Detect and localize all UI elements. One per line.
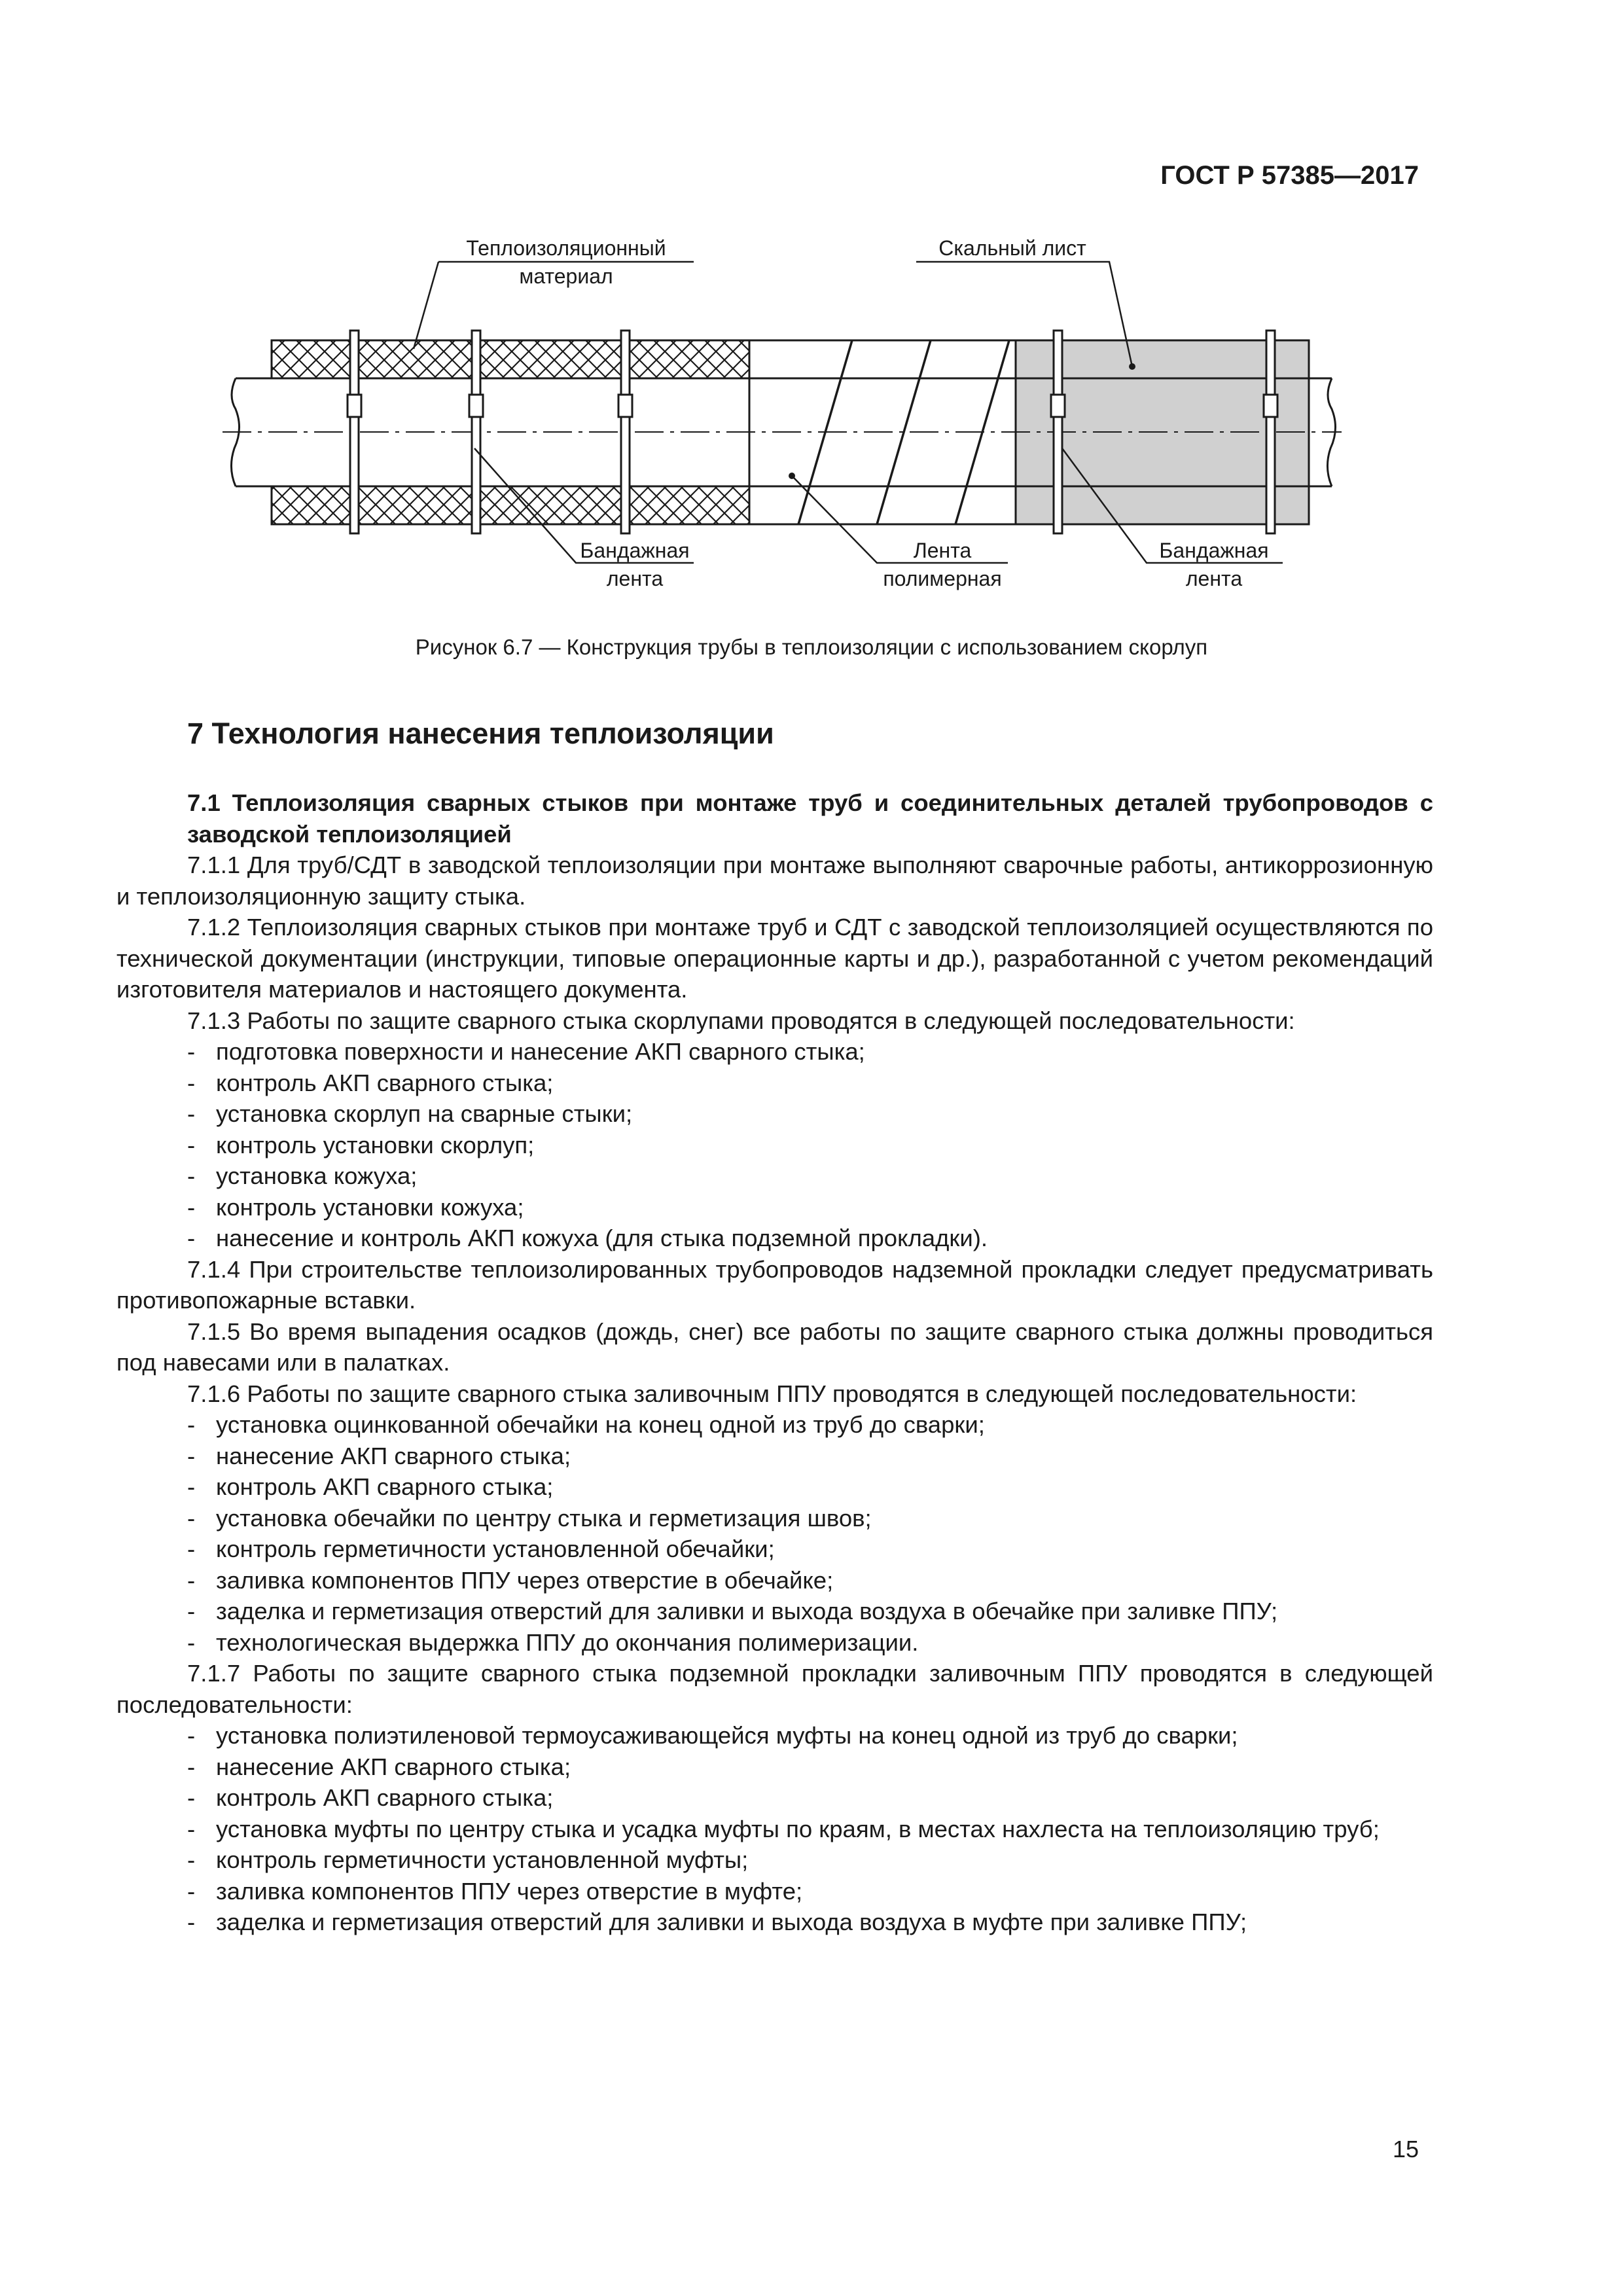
- label-insulation-2: материал: [519, 264, 613, 288]
- list-marker: -: [187, 1753, 196, 1780]
- list-item-text: установка муфты по центру стыка и усадка муфты по краям, в местах нахлеста на теплоизоляцию труб;: [216, 1815, 1380, 1842]
- label-band-left-2: лента: [606, 567, 664, 590]
- list-item-text: контроль установки скорлуп;: [216, 1131, 535, 1158]
- paragraph-7-1-6: 7.1.6 Работы по защите сварного стыка заливочным ППУ проводятся в следующей последовательности:: [187, 1380, 1357, 1407]
- list-item: [116, 1223, 1433, 1254]
- list-marker: -: [187, 1442, 196, 1469]
- list-item-text: контроль герметичности установленной обечайки;: [216, 1535, 775, 1562]
- list-item-text: нанесение и контроль АКП кожуха (для стыка подземной прокладки).: [216, 1225, 988, 1251]
- list-item: [116, 1814, 1433, 1845]
- list-7-1-3: [116, 1036, 1433, 1254]
- page-number: 15: [1392, 2136, 1419, 2162]
- label-rock-sheet: Скальный лист: [938, 236, 1086, 260]
- list-marker: -: [187, 1815, 196, 1842]
- label-band-left-1: Бандажная: [580, 539, 690, 562]
- subsection-heading: 7.1 Теплоизоляция сварных стыков при монтаже труб и соединительных деталей трубопроводов с заводской теплоизоляцией: [187, 789, 1433, 848]
- list-item-text: заливка компонентов ППУ через отверстие в обечайке;: [216, 1566, 834, 1594]
- label-insulation-1: Теплоизоляционный: [466, 236, 666, 260]
- label-band-right-2: лента: [1185, 567, 1243, 590]
- list-item: [116, 1192, 1433, 1223]
- list-item: [116, 1130, 1433, 1161]
- list-7-1-6: [116, 1409, 1433, 1658]
- list-marker: -: [187, 1193, 196, 1221]
- list-item-text: установка полиэтиленовой термоусаживающейся муфты на конец одной из труб до сварки;: [216, 1722, 1238, 1749]
- list-item-text: контроль АКП сварного стыка;: [216, 1784, 554, 1811]
- list-item-text: подготовка поверхности и нанесение АКП сварного стыка;: [216, 1038, 865, 1065]
- figure-caption: Рисунок 6.7 — Конструкция трубы в теплоизоляции с использованием скорлуп: [415, 635, 1208, 659]
- list-7-1-7: [116, 1720, 1433, 1938]
- list-item: [116, 1565, 1433, 1596]
- section-heading: 7 Технология нанесения теплоизоляции: [187, 717, 774, 750]
- list-item: [116, 1441, 1433, 1472]
- list-marker: -: [187, 1598, 196, 1624]
- band-1: [348, 331, 361, 533]
- paragraph-7-1-2: 7.1.2 Теплоизоляция сварных стыков при монтаже труб и СДТ с заводской теплоизоляцией осуществляются по технической документации (инструкции, типовые операционные карты и др.), разработанной с учетом рекомендаций изготовителя материалов и настоящего документа.: [116, 914, 1433, 1003]
- list-item-text: контроль установки кожуха;: [216, 1193, 524, 1221]
- band-3: [618, 331, 632, 533]
- list-item-text: заделка и герметизация отверстий для заливки и выхода воздуха в муфте при заливке ППУ;: [216, 1909, 1247, 1935]
- list-item: [116, 1627, 1433, 1659]
- list-item: [116, 1876, 1433, 1907]
- list-marker: -: [187, 1535, 196, 1562]
- list-item: [116, 1160, 1433, 1192]
- band-2: [469, 331, 483, 533]
- list-marker: -: [187, 1131, 196, 1158]
- list-item: [116, 1782, 1433, 1814]
- label-tape-2: полимерная: [883, 567, 1002, 590]
- list-item: [116, 1844, 1433, 1876]
- paragraph-7-1-3: 7.1.3 Работы по защите сварного стыка скорлупами проводятся в следующей последовательности:: [187, 1007, 1295, 1034]
- list-item: [116, 1534, 1433, 1565]
- list-marker: -: [187, 1566, 196, 1594]
- list-item: [116, 1471, 1433, 1503]
- list-marker: -: [187, 1225, 196, 1251]
- label-band-right-1: Бандажная: [1159, 539, 1269, 562]
- pipe-insulation-figure: [223, 232, 1342, 602]
- list-marker: -: [187, 1846, 196, 1873]
- list-item-text: заливка компонентов ППУ через отверстие в муфте;: [216, 1877, 803, 1905]
- insulation-top: [272, 340, 749, 378]
- list-marker: -: [187, 1877, 196, 1905]
- list-item-text: нанесение АКП сварного стыка;: [216, 1753, 571, 1780]
- list-item: [116, 1067, 1433, 1099]
- list-item: [116, 1409, 1433, 1441]
- list-marker: -: [187, 1069, 196, 1096]
- list-item-text: установка кожуха;: [216, 1162, 418, 1189]
- label-tape-1: Лента: [913, 539, 972, 562]
- list-item-text: установка скорлуп на сварные стыки;: [216, 1100, 633, 1127]
- insulation-bottom: [272, 486, 749, 524]
- list-item-text: установка оцинкованной обечайки на конец одной из труб до сварки;: [216, 1411, 985, 1438]
- list-marker: -: [187, 1722, 196, 1749]
- list-item-text: контроль АКП сварного стыка;: [216, 1473, 554, 1500]
- list-marker: -: [187, 1038, 196, 1065]
- list-marker: -: [187, 1162, 196, 1189]
- paragraph-7-1-1: 7.1.1 Для труб/СДТ в заводской теплоизоляции при монтаже выполняют сварочные работы, антикоррозионную и теплоизоляционную защиту стыка.: [116, 852, 1433, 910]
- band-4: [1051, 331, 1065, 533]
- document-body: [116, 787, 1433, 1938]
- list-marker: -: [187, 1411, 196, 1438]
- list-item-text: контроль АКП сварного стыка;: [216, 1069, 554, 1096]
- list-item-text: установка обечайки по центру стыка и герметизация швов;: [216, 1504, 872, 1532]
- document-id: ГОСТ Р 57385—2017: [1160, 161, 1419, 190]
- list-item: [116, 1751, 1433, 1783]
- paragraph-7-1-7: 7.1.7 Работы по защите сварного стыка подземной прокладки заливочным ППУ проводятся в следующей последовательности:: [116, 1660, 1433, 1718]
- list-marker: -: [187, 1473, 196, 1500]
- list-item: [116, 1907, 1433, 1938]
- list-marker: -: [187, 1628, 196, 1656]
- list-marker: -: [187, 1504, 196, 1532]
- list-item: [116, 1596, 1433, 1627]
- list-item: [116, 1503, 1433, 1534]
- list-item-text: технологическая выдержка ППУ до окончания полимеризации.: [216, 1628, 919, 1656]
- list-marker: -: [187, 1784, 196, 1811]
- list-item-text: нанесение АКП сварного стыка;: [216, 1442, 571, 1469]
- list-item-text: контроль герметичности установленной муфты;: [216, 1846, 749, 1873]
- band-5: [1264, 331, 1277, 533]
- list-item: [116, 1098, 1433, 1130]
- list-item: [116, 1720, 1433, 1751]
- list-marker: -: [187, 1909, 196, 1935]
- paragraph-7-1-5: 7.1.5 Во время выпадения осадков (дождь, снег) все работы по защите сварного стыка должны проводиться под навесами или в палатках.: [116, 1318, 1433, 1376]
- list-item-text: заделка и герметизация отверстий для заливки и выхода воздуха в обечайке при заливке ППУ;: [216, 1598, 1278, 1624]
- list-marker: -: [187, 1100, 196, 1127]
- paragraph-7-1-4: 7.1.4 При строительстве теплоизолированных трубопроводов надземной прокладки следует предусматривать противопожарные вставки.: [116, 1255, 1433, 1314]
- list-item: [116, 1036, 1433, 1067]
